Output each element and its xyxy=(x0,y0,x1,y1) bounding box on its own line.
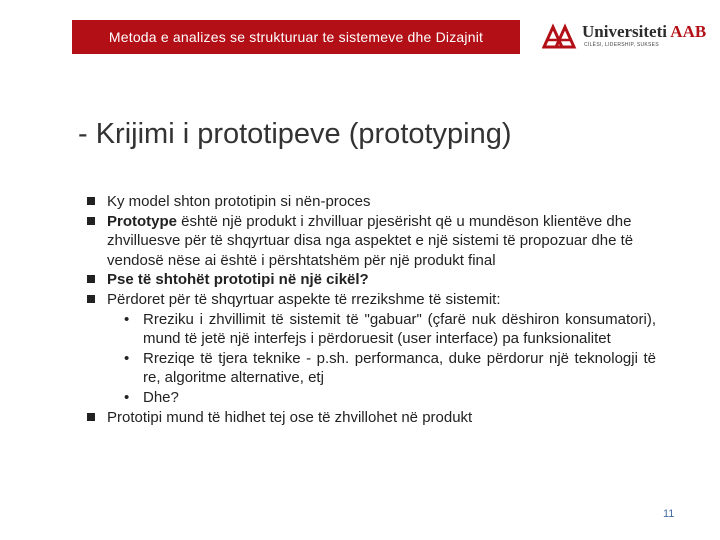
dot-bullet-icon: • xyxy=(124,388,130,406)
bullet-item xyxy=(86,192,656,212)
square-bullet-icon xyxy=(87,275,95,283)
sub-bullet-text: Dhe? xyxy=(143,388,179,406)
slide-title: - Krijimi i prototipeve (prototyping) xyxy=(78,118,512,150)
page-number: 11 xyxy=(663,508,675,520)
square-bullet-icon xyxy=(87,197,95,205)
square-bullet-icon xyxy=(87,217,95,225)
header-bar xyxy=(72,20,520,54)
bullet-item xyxy=(86,290,656,310)
bullet-item xyxy=(86,408,656,428)
logo-name-suffix: AAB xyxy=(670,22,707,41)
bullet-text: është një produkt i zhvilluar pjesërisht që u mundëson klientëve dhe zhvilluesve për të shqyrtuar disa nga aspektet e një sistemi të propozuar dhe të vendosë nëse ai është i përshtatshëm për një produkt final xyxy=(107,212,634,269)
slide-content xyxy=(86,192,656,427)
bullet-lead: Prototype xyxy=(107,212,178,230)
logo-tagline: CILËSI, LIDERSHIP, SUKSES xyxy=(584,42,659,48)
bullet-item xyxy=(86,270,656,290)
square-bullet-icon xyxy=(87,295,95,303)
sub-bullet-text: Rreziku i zhvillimit të sistemit të "gabuar" (çfarë nuk dëshiron konsumatori), mund të jetë një interfejs i përdoruesit (user interface) pa funksionalitet xyxy=(143,310,656,348)
sub-bullet-text: Rreziqe të tjera teknike - p.sh. performanca, duke përdorur një teknologji të re, algoritme alternative, etj xyxy=(143,349,656,387)
sub-bullet-item xyxy=(124,388,656,408)
bullet-item xyxy=(86,212,656,271)
logo-name-prefix: Universiteti xyxy=(582,22,667,41)
sub-bullet-item xyxy=(124,349,656,388)
university-logo xyxy=(542,22,712,52)
logo-name xyxy=(582,22,706,42)
sub-bullet-item xyxy=(124,310,656,349)
university-logo-mark-icon xyxy=(542,23,578,51)
header-title: Metoda e analizes se strukturuar te sistemeve dhe Dizajnit xyxy=(108,29,484,45)
bullet-lead: Pse të shtohët prototipi në një cikël? xyxy=(107,271,369,289)
dot-bullet-icon: • xyxy=(124,310,130,328)
dot-bullet-icon: • xyxy=(124,349,130,367)
bullet-text: Përdoret për të shqyrtuar aspekte të rrezikshme të sistemit: xyxy=(107,290,501,308)
bullet-text: Ky model shton prototipin si nën-proces xyxy=(107,193,371,210)
square-bullet-icon xyxy=(87,413,95,421)
bullet-text: Prototipi mund të hidhet tej ose të zhvillohet në produkt xyxy=(107,408,473,426)
